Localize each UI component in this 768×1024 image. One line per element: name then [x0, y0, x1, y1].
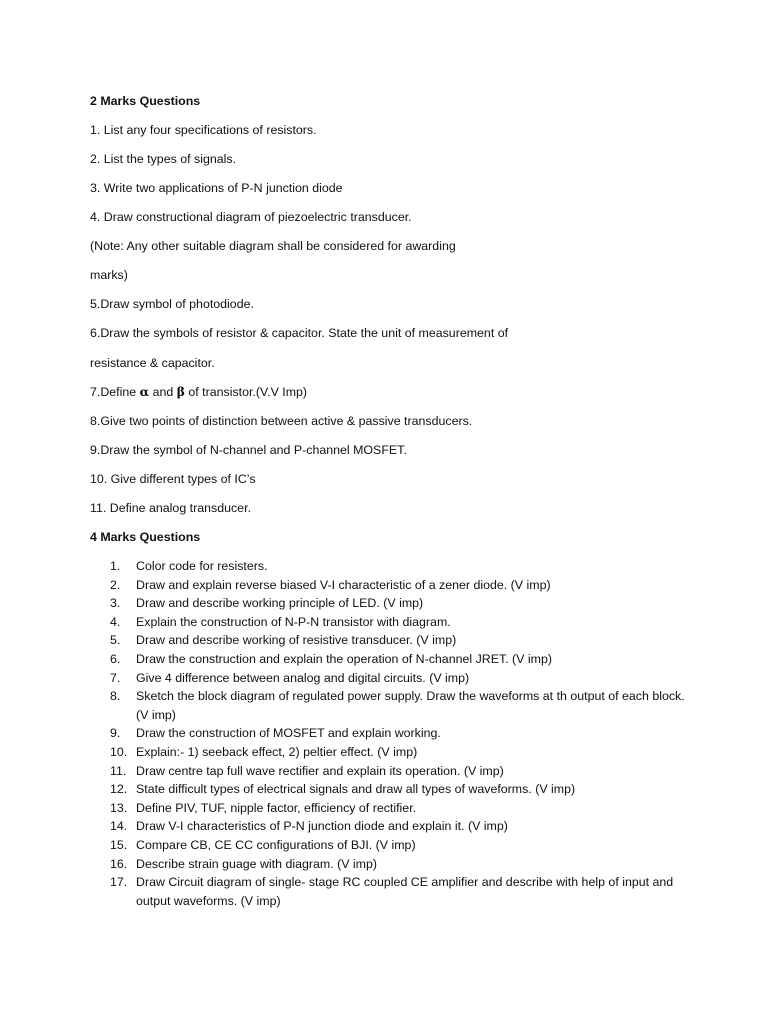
list-item-text: Draw V-I characteristics of P-N junction diode and explain it. (V imp) — [136, 819, 508, 834]
list-item-text: State difficult types of electrical signals and draw all types of waveforms. (V imp) — [136, 782, 576, 797]
question-2m-4-note-cont: marks) — [90, 268, 128, 282]
list-item — [0, 669, 696, 688]
list-item-number: 3. — [110, 596, 121, 611]
list-item-text: Draw the construction and explain the operation of N-channel JRET. (V imp) — [136, 651, 552, 666]
question-2m-7-and: and — [149, 385, 177, 399]
list-item — [0, 743, 696, 762]
list-item — [0, 687, 696, 724]
list-item-number: 15. — [110, 837, 128, 852]
list-item-number: 5. — [110, 633, 121, 648]
question-2m-10: 10. Give different types of IC’s — [90, 472, 256, 486]
list-item — [0, 557, 696, 576]
section-heading-4-marks: 4 Marks Questions — [90, 530, 201, 544]
list-item — [0, 631, 696, 650]
question-2m-1: 1. List any four specifications of resistors. — [90, 123, 317, 137]
list-item — [0, 817, 696, 836]
list-item — [0, 873, 696, 910]
question-2m-6: 6.Draw the symbols of resistor & capacitor. State the unit of measurement of — [90, 326, 509, 340]
list-item-text: Draw and describe working principle of LED. (V imp) — [136, 596, 424, 611]
list-item — [0, 724, 696, 743]
list-item — [0, 855, 696, 874]
beta-symbol: β — [176, 384, 185, 399]
list-item — [0, 576, 696, 595]
question-2m-4-note: (Note: Any other suitable diagram shall be considered for awarding — [90, 239, 456, 253]
list-item-number: 8. — [110, 689, 121, 704]
list-item-number: 11. — [110, 763, 127, 778]
list-item-text: Compare CB, CE CC configurations of BJI. (V imp) — [136, 837, 416, 852]
question-2m-5: 5.Draw symbol of photodiode. — [90, 297, 254, 311]
list-item — [0, 836, 696, 855]
list-item — [0, 780, 696, 799]
list-item-text: Draw and explain reverse biased V-I characteristic of a zener diode. (V imp) — [136, 577, 551, 592]
question-2m-7-prefix: 7.Define — [90, 385, 140, 399]
question-2m-9: 9.Draw the symbol of N-channel and P-channel MOSFET. — [90, 443, 407, 457]
list-item-text: Draw and describe working of resistive transducer. (V imp) — [136, 633, 457, 648]
list-item-number: 7. — [110, 670, 121, 685]
list-item-number: 13. — [110, 800, 128, 815]
question-2m-7-suffix: of transistor.(V.V Imp) — [184, 385, 308, 399]
alpha-symbol: α — [139, 384, 150, 399]
list-item — [0, 613, 696, 632]
list-item — [0, 799, 696, 818]
list-item-text: Explain:- 1) seeback effect, 2) peltier effect. (V imp) — [136, 744, 418, 759]
list-item-number: 16. — [110, 856, 128, 871]
question-2m-2: 2. List the types of signals. — [90, 152, 237, 166]
list-item — [0, 762, 696, 781]
list-item-number: 1. — [110, 559, 121, 573]
list-item-text: Explain the construction of N-P-N transistor with diagram. — [136, 614, 451, 629]
list-item-text: Color code for resisters. — [136, 559, 268, 573]
list-item-number: 10. — [110, 744, 128, 759]
list-item-number: 14. — [110, 819, 128, 834]
list-item-number: 6. — [110, 651, 121, 666]
question-list-4-marks — [0, 557, 768, 910]
question-2m-7 — [90, 384, 307, 400]
list-item-text: Draw centre tap full wave rectifier and explain its operation. (V imp) — [136, 763, 504, 778]
question-2m-3: 3. Write two applications of P-N junction diode — [90, 181, 343, 195]
list-item-number: 9. — [110, 726, 121, 741]
list-item-text: Draw Circuit diagram of single- stage RC coupled CE amplifier and describe with help of input and output waveforms. (V imp) — [136, 875, 674, 908]
question-2m-4: 4. Draw constructional diagram of piezoelectric transducer. — [90, 210, 412, 224]
list-item-number: 2. — [110, 577, 121, 592]
list-item-text: Give 4 difference between analog and digital circuits. (V imp) — [136, 670, 470, 685]
list-item-number: 12. — [110, 782, 128, 797]
question-2m-6-cont: resistance & capacitor. — [90, 356, 215, 370]
list-item — [0, 594, 696, 613]
list-item-number: 17. — [110, 875, 128, 890]
list-item-text: Define PIV, TUF, nipple factor, efficiency of rectifier. — [136, 800, 417, 815]
question-2m-11: 11. Define analog transducer. — [90, 501, 251, 515]
list-item-text: Sketch the block diagram of regulated power supply. Draw the waveforms at th output of each block. (V imp) — [136, 689, 685, 722]
list-item-text: Describe strain guage with diagram. (V imp) — [136, 856, 378, 871]
question-2m-8: 8.Give two points of distinction between active & passive transducers. — [90, 414, 473, 428]
section-heading-2-marks: 2 Marks Questions — [90, 94, 201, 108]
list-item — [0, 650, 696, 669]
list-item-text: Draw the construction of MOSFET and explain working. — [136, 726, 441, 741]
list-item-number: 4. — [110, 614, 121, 629]
